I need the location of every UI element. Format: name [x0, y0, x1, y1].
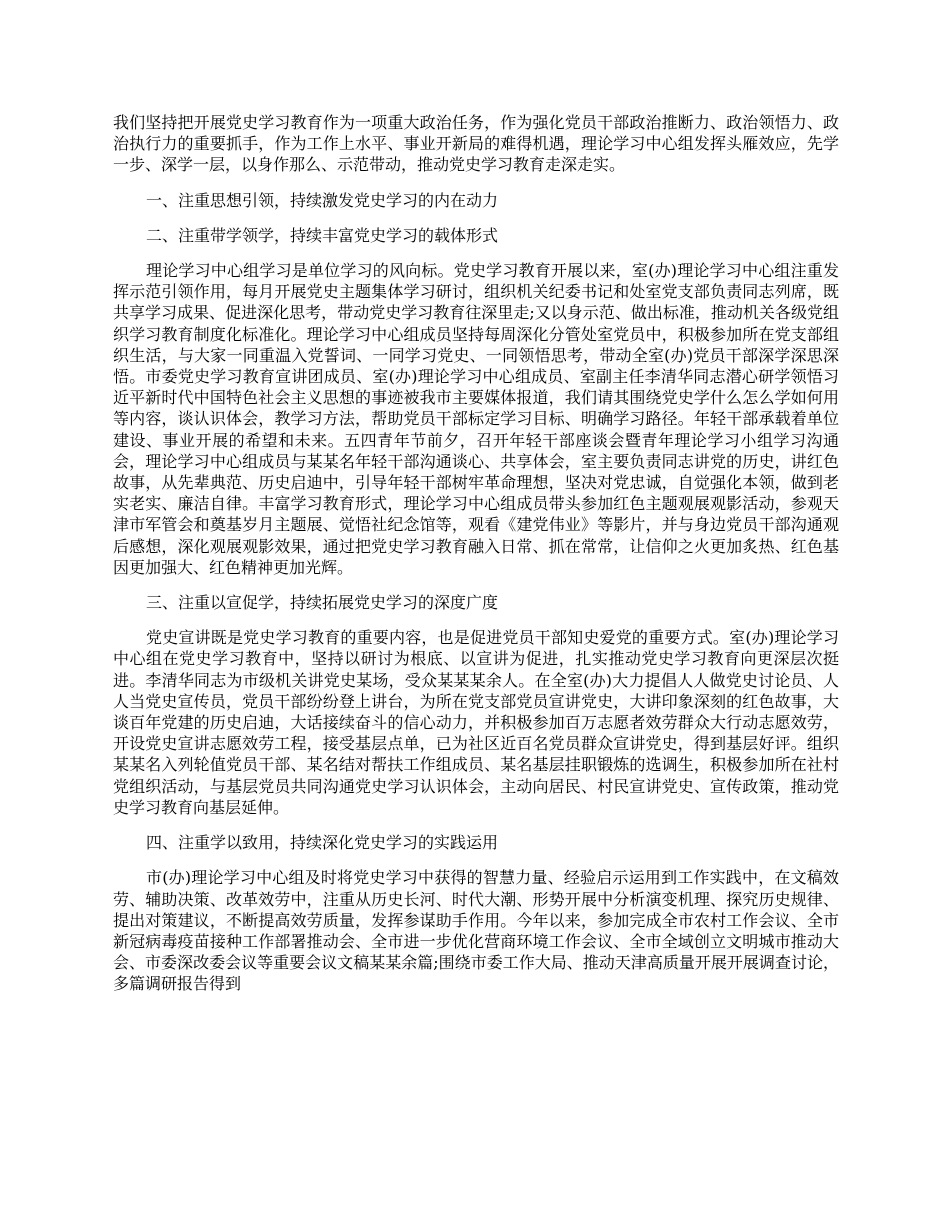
- section-3-paragraph: 党史宣讲既是党史学习教育的重要内容，也是促进党员干部知史爱党的重要方式。室(办)理论学习中心组在党史学习教育中，坚持以研讨为根底、以宣讲为促进，扎实推动党史学习教育向更深层次挺进。李清华同志为市级机关讲党史某场，受众某某某余人。在全室(办)大力提倡人人做党史讨论员、人人当党史宣传员，党员干部纷纷登上讲台，为所在党支部党员宣讲党史，大讲印象深刻的红色故事，大谈百年党建的历史启迪，大话接续奋斗的信心动力，并积极参加百万志愿者效劳群众大行动志愿效劳，开设党史宣讲志愿效劳工程，接受基层点单，已为社区近百名党员群众宣讲党史，得到基层好评。组织某某名入列轮值党员干部、某名结对帮扶工作组成员、某名基层挂职锻炼的选调生，积极参加所在社村党组织活动，与基层党员共同沟通党史学习认识体会，主动向居民、村民宣讲党史、宣传政策，推动党史学习教育向基层延伸。: [113, 628, 839, 817]
- intro-paragraph: 我们坚持把开展党史学习教育作为一项重大政治任务，作为强化党员干部政治推断力、政治领悟力、政治执行力的重要抓手，作为工作上水平、事业开新局的难得机遇，理论学习中心组发挥头雁效应，先学一步、深学一层，以身作那么、示范带动，推动党史学习教育走深走实。: [113, 113, 839, 175]
- section-2-paragraph: 理论学习中心组学习是单位学习的风向标。党史学习教育开展以来，室(办)理论学习中心组注重发挥示范引领作用，每月开展党史主题集体学习研讨，组织机关纪委书记和处室党支部负责同志列席，既共享学习成果、促进深化思考，带动党史学习教育往深里走;又以身示范、做出标准，推动机关各级党组织学习教育制度化标准化。理论学习中心组成员坚持每周深化分管处室党员中，积极参加所在党支部组织生活，与大家一同重温入党誓词、一同学习党史、一同领悟思考，带动全室(办)党员干部深学深思深悟。市委党史学习教育宣讲团成员、室(办)理论学习中心组成员、室副主任李清华同志潜心研学领悟习近平新时代中国特色社会主义思想的事迹被我市主要媒体报道，我们请其围绕党史学什么怎么学如何用等内容，谈认识体会，教学习方法，帮助党员干部标定学习目标、明确学习路径。年轻干部承载着单位建设、事业开展的希望和未来。五四青年节前夕，召开年轻干部座谈会暨青年理论学习小组学习沟通会，理论学习中心组成员与某某名年轻干部沟通谈心、共享体会，室主要负责同志讲党的历史，讲红色故事，从先辈典范、历史启迪中，引导年轻干部树牢革命理想，坚决对党忠诚，自觉强化本领，做到老实老实、廉洁自律。丰富学习教育形式，理论学习中心组成员带头参加红色主题观展观影活动，参观天津市军管会和奠基岁月主题展、觉悟社纪念馆等，观看《建党伟业》等影片，并与身边党员干部沟通观后感想，深化观展观影效果，通过把党史学习教育融入日常、抓在常常，让信仰之火更加炙热、红色基因更加强大、红色精神更加光辉。: [113, 261, 839, 577]
- document-body: [113, 112, 839, 1009]
- section-heading-4: 四、注重学以致用，持续深化党史学习的实践运用: [146, 833, 499, 853]
- section-heading-2: 二、注重带学领学，持续丰富党史学习的载体形式: [146, 225, 499, 245]
- section-heading-3: 三、注重以宣促学，持续拓展党史学习的深度广度: [146, 593, 499, 613]
- section-4-paragraph: 市(办)理论学习中心组及时将党史学习中获得的智慧力量、经验启示运用到工作实践中，在文稿效劳、辅助决策、改革效劳中，注重从历史长河、时代大潮、形势开展中分析演变机理、探究历史规律、提出对策建议，不断提高效劳质量，发挥参谋助手作用。今年以来，参加完成全市农村工作会议、全市新冠病毒疫苗接种工作部署推动会、全市进一步优化营商环境工作会议、全市全域创立文明城市推动大会、市委深改委会议等重要会议文稿某某余篇;围绕市委工作大局、推动天津高质量开展开展调查讨论，多篇调研报告得到: [113, 868, 839, 994]
- section-heading-1: 一、注重思想引领，持续激发党史学习的内在动力: [146, 190, 499, 210]
